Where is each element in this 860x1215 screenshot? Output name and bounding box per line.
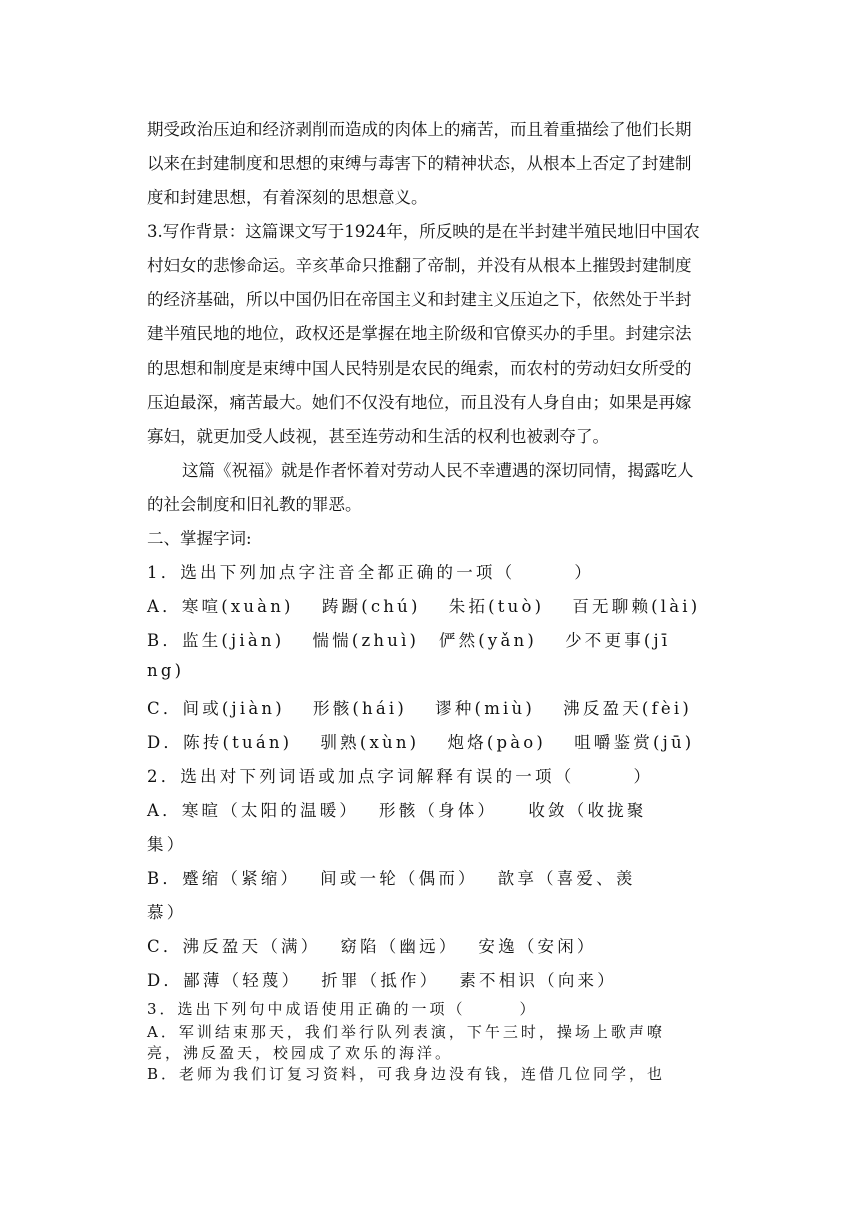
option-line: A．寒暄（太阳的温暖） 形骸（身体） 收敛（收拢聚	[147, 801, 647, 820]
paragraph-line: 寡妇，就更加受人歧视，甚至连劳动和生活的权利也被剥夺了。	[147, 427, 609, 446]
option-line: C．间或(jiàn) 形骸(hái) 谬种(miù) 沸反盈天(fèi)	[147, 699, 692, 718]
section-heading: 二、掌握字词:	[147, 529, 252, 548]
paragraph-line: 的社会制度和旧礼教的罪恶。	[147, 495, 362, 514]
option-line: 慕）	[147, 903, 187, 922]
paragraph-line: 压迫最深，痛苦最大。她们不仅没有地位，而且没有人身自由；如果是再嫁	[147, 393, 692, 412]
paragraph-line: 期受政治压迫和经济剥削而造成的肉体上的痛苦，而且着重描绘了他们长期	[147, 120, 692, 139]
option-line: ng)	[147, 661, 185, 680]
question-line: 1．选出下列加点字注音全都正确的一项（ ）	[147, 563, 595, 582]
paragraph-line: 的思想和制度是束缚中国人民特别是农民的绳索，而农村的劳动妇女所受的	[147, 359, 692, 378]
question-line: 2．选出对下列词语或加点字词解释有误的一项（ ）	[147, 767, 654, 786]
option-line: A．军训结束那天，我们举行队列表演，下午三时，操场上歌声嘹	[147, 1023, 665, 1041]
paragraph-line: 的经济基础，所以中国仍旧在帝国主义和封建主义压迫之下，依然处于半封	[147, 290, 692, 309]
paragraph-line: 建半殖民地的地位，政权还是掌握在地主阶级和官僚买办的手里。封建宗法	[147, 324, 692, 343]
paragraph-line: 村妇女的悲惨命运。辛亥革命只推翻了帝制，并没有从根本上摧毁封建制度	[147, 256, 692, 275]
option-line: B．监生(jiàn) 惴惴(zhuì) 俨然(yǎn) 少不更事(jī	[147, 631, 671, 650]
option-line: B．老师为我们订复习资料，可我身边没有钱，连借几位同学，也	[147, 1065, 666, 1083]
paragraph-line: 3.写作背景：这篇课文写于1924年，所反映的是在半封建半殖民地旧中国农	[147, 222, 700, 241]
paragraph-line: 这篇《祝福》就是作者怀着对劳动人民不幸遭遇的深切同情，揭露吃人	[182, 461, 694, 480]
option-line: A．寒喧(xuàn) 踌蹰(chú) 朱拓(tuò) 百无聊赖(lài)	[147, 597, 701, 616]
question-line: 3．选出下列句中成语使用正确的一项（ ）	[147, 1000, 538, 1018]
option-line: 亮，沸反盈天，校园成了欢乐的海洋。	[147, 1044, 454, 1062]
option-line: 集）	[147, 835, 187, 854]
option-line: C．沸反盈天（满） 窈陷（幽远） 安逸（安闲）	[147, 937, 597, 956]
paragraph-line: 度和封建思想，有着深刻的思想意义。	[147, 188, 428, 207]
option-line: D．陈抟(tuán) 驯熟(xùn) 炮烙(pào) 咀嚼鉴赏(jū)	[147, 733, 695, 752]
paragraph-line: 以来在封建制度和思想的束缚与毒害下的精神状态，从根本上否定了封建制	[147, 154, 692, 173]
option-line: B．蹙缩（紧缩） 间或一轮（偶而） 歆享（喜爱、羡	[147, 869, 636, 888]
option-line: D．鄙薄（轻蔑） 折罪（抵作） 素不相识（向来）	[147, 971, 617, 990]
